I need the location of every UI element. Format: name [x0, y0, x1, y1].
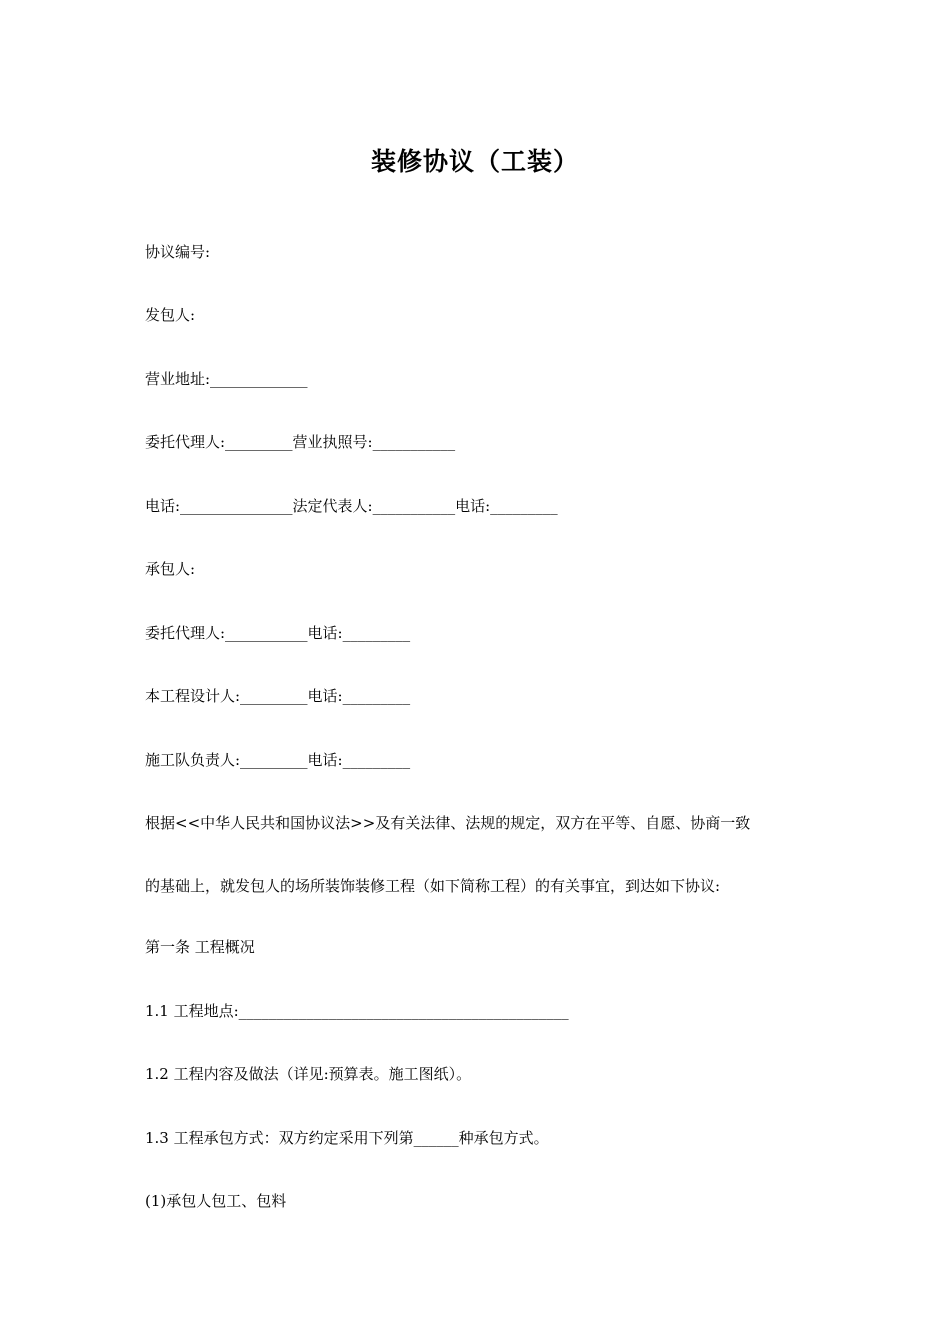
preamble-line-1: 根据<<中华人民共和国协议法>>及有关法律、法规的规定，双方在平等、自愿、协商一致 — [145, 814, 751, 832]
clause-1-2: 1.2 工程内容及做法（详见:预算表。施工图纸）。 — [145, 1065, 472, 1083]
employer-phone-representative-line: 电话:_______________法定代表人:___________电话:_________ — [145, 497, 558, 515]
article-1-heading: 第一条 工程概况 — [145, 938, 255, 956]
employer-line: 发包人: — [145, 306, 196, 324]
preamble-line-2: 的基础上，就发包人的场所装饰装修工程（如下简称工程）的有关事宜，到达如下协议: — [145, 877, 721, 895]
clause-option-1: (1)承包人包工、包料 — [145, 1192, 287, 1210]
business-address-line: 营业地址:_____________ — [145, 370, 308, 388]
construction-leader-line: 施工队负责人:_________电话:_________ — [145, 751, 411, 769]
contractor-agent-line: 委托代理人:___________电话:_________ — [145, 624, 411, 642]
document-title: 装修协议（工装） — [370, 147, 579, 176]
clause-1-1: 1.1 工程地点:____________________________________________ — [145, 1002, 569, 1020]
employer-agent-license-line: 委托代理人:_________营业执照号:___________ — [145, 433, 456, 451]
clause-1-3: 1.3 工程承包方式：双方约定采用下列第______种承包方式。 — [145, 1129, 549, 1147]
designer-line: 本工程设计人:_________电话:_________ — [145, 687, 411, 705]
contractor-line: 承包人: — [145, 560, 196, 578]
agreement-number-line: 协议编号: — [145, 243, 211, 261]
